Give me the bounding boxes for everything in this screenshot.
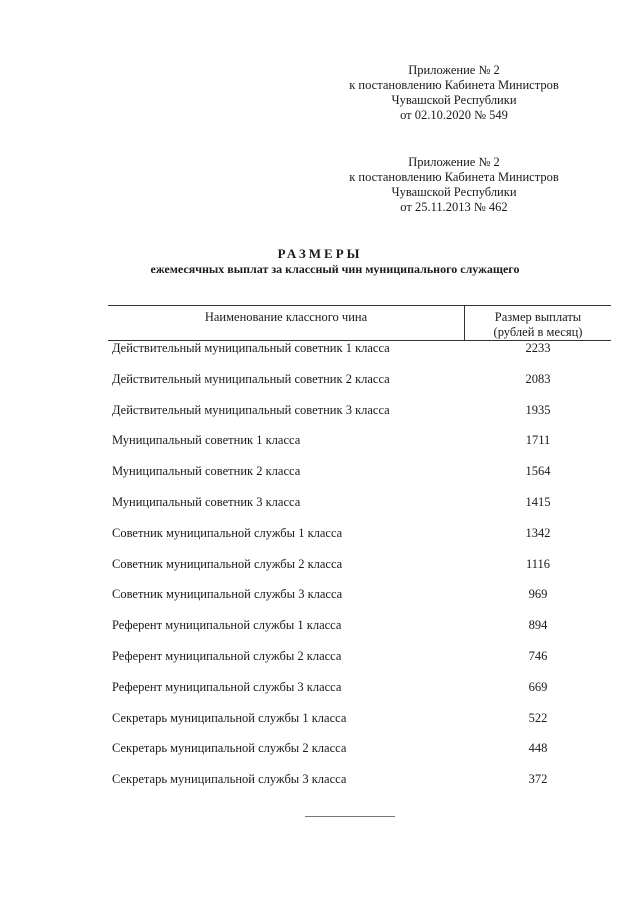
header-rank-name: Наименование классного чина	[204, 310, 368, 324]
rank-name-cell: Секретарь муниципальной службы 1 класса	[112, 710, 347, 725]
rank-name-cell: Действительный муниципальный советник 1 класса	[112, 341, 390, 355]
table-body	[108, 341, 611, 803]
payment-amount-cell: 2083	[525, 371, 551, 386]
appendix-republic-line: Чувашской Республики	[391, 93, 517, 107]
table-row	[108, 711, 611, 742]
appendix-resolution-line: к постановлению Кабинета Министров	[349, 78, 559, 92]
table-row	[108, 464, 611, 495]
rank-name-cell: Референт муниципальной службы 3 класса	[112, 679, 342, 694]
payment-amount-cell: 448	[528, 741, 548, 756]
header-payment-amount	[465, 310, 611, 340]
appendix-date-number: от 02.10.2020 № 549	[400, 108, 508, 122]
table-row	[108, 372, 611, 403]
appendix-resolution-line: к постановлению Кабинета Министров	[349, 170, 559, 184]
payment-amount-cell: 969	[528, 587, 548, 602]
payment-amount-cell: 894	[528, 618, 548, 633]
payment-amount-cell: 1116	[525, 556, 551, 571]
table-row	[108, 557, 611, 588]
appendix-original-block	[314, 155, 594, 215]
payment-amount-cell: 1564	[525, 464, 551, 479]
payment-amount-cell: 1415	[525, 494, 551, 509]
rank-name-cell: Референт муниципальной службы 1 класса	[112, 618, 342, 633]
payment-amount-cell: 2233	[525, 341, 551, 355]
table-row	[108, 403, 611, 434]
rank-name-cell: Секретарь муниципальной службы 2 класса	[112, 741, 347, 756]
payment-amount-cell: 1342	[525, 525, 551, 540]
payment-amount-cell: 1711	[525, 433, 551, 448]
rank-name-cell: Муниципальный советник 3 класса	[112, 494, 301, 509]
payment-amount-cell: 746	[528, 648, 548, 663]
header-amount-label: Размер выплаты	[494, 310, 582, 324]
rank-name-cell: Муниципальный советник 2 класса	[112, 464, 301, 479]
payments-table	[108, 305, 611, 803]
table-row	[108, 341, 611, 372]
appendix-current-block	[314, 63, 594, 123]
appendix-title: Приложение № 2	[408, 63, 500, 77]
appendix-title: Приложение № 2	[408, 155, 500, 169]
rank-name-cell: Действительный муниципальный советник 2 класса	[112, 371, 390, 386]
rank-name-cell: Секретарь муниципальной службы 3 класса	[112, 772, 347, 787]
rank-name-cell: Референт муниципальной службы 2 класса	[112, 648, 342, 663]
header-amount-unit: (рублей в месяц)	[493, 325, 583, 339]
table-row	[108, 495, 611, 526]
table-header	[108, 305, 611, 341]
table-row	[108, 649, 611, 680]
rank-name-cell: Действительный муниципальный советник 3 класса	[112, 402, 390, 417]
payment-amount-cell: 1935	[525, 402, 551, 417]
footer-divider	[305, 816, 395, 817]
table-row	[108, 433, 611, 464]
rank-name-cell: Советник муниципальной службы 1 класса	[112, 525, 343, 540]
appendix-date-number: от 25.11.2013 № 462	[400, 200, 508, 214]
rank-name-cell: Советник муниципальной службы 2 класса	[112, 556, 343, 571]
document-title: РАЗМЕРЫ	[277, 246, 363, 261]
payment-amount-cell: 522	[528, 710, 548, 725]
table-row	[108, 526, 611, 557]
payment-amount-cell: 669	[528, 679, 548, 694]
table-row	[108, 587, 611, 618]
table-row	[108, 680, 611, 711]
table-row	[108, 772, 611, 803]
rank-name-cell: Муниципальный советник 1 класса	[112, 433, 301, 448]
payment-amount-cell: 372	[528, 772, 548, 787]
appendix-republic-line: Чувашской Республики	[391, 185, 517, 199]
table-row	[108, 741, 611, 772]
table-row	[108, 618, 611, 649]
document-subtitle: ежемесячных выплат за классный чин муниципального служащего	[150, 262, 520, 276]
rank-name-cell: Советник муниципальной службы 3 класса	[112, 587, 343, 602]
